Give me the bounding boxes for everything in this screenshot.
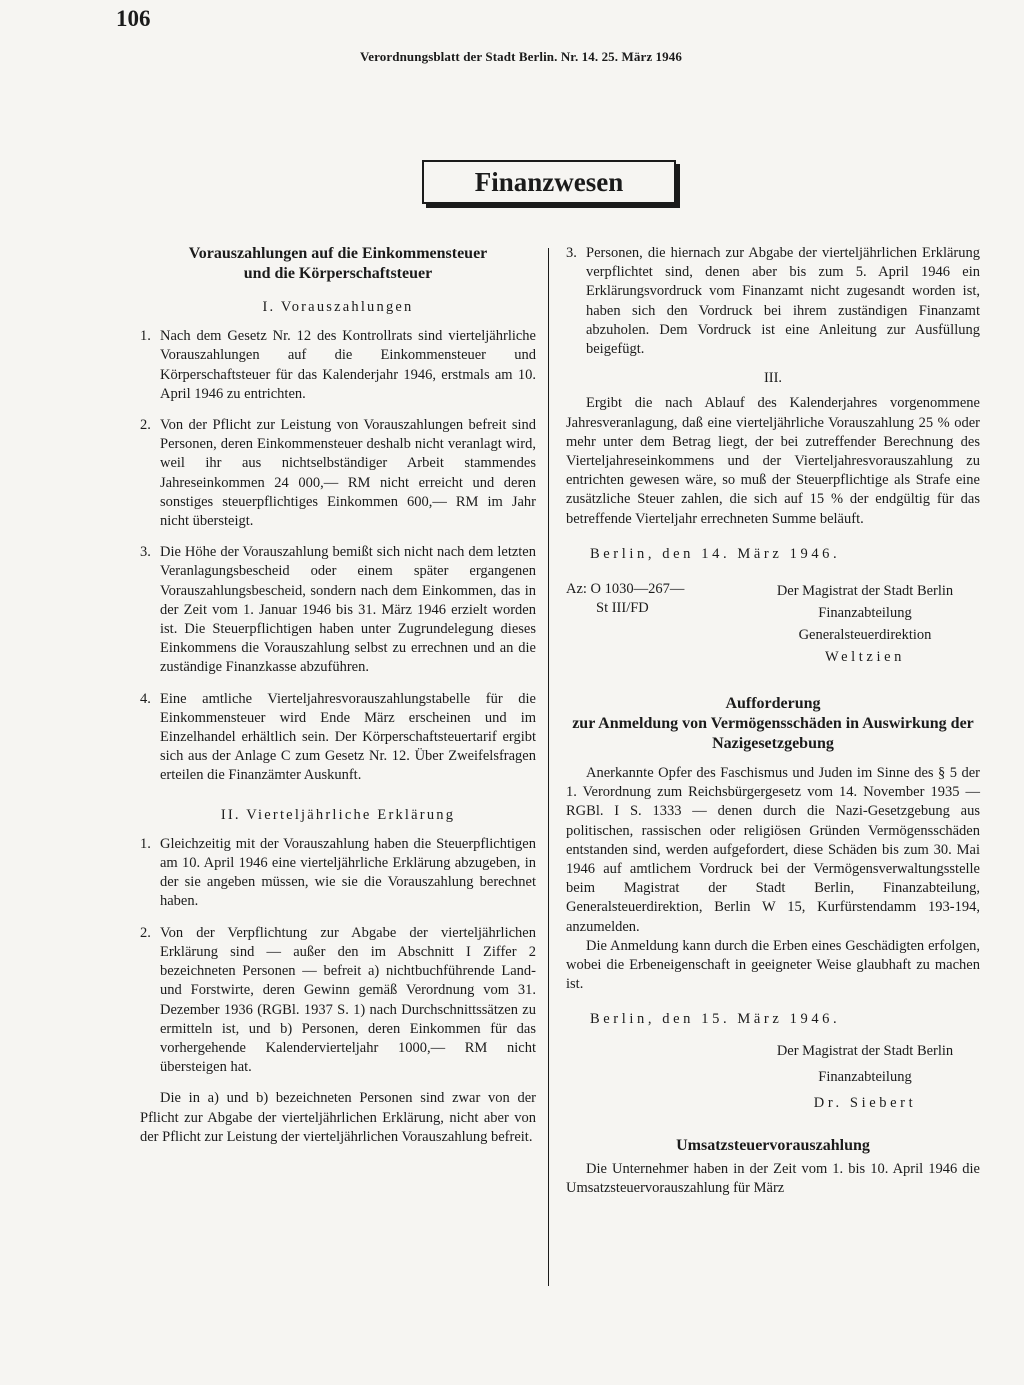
item-text: Nach dem Gesetz Nr. 12 des Kontrollrats sind vierteljährliche Vorauszahlungen auf die Einkommensteuer und Körperschaftsteuer für das Kalenderjahr 1946, erstmals am 10. April 1946 zu entrichten.: [160, 328, 536, 402]
place-date: Berlin, den 14. März 1946.: [590, 545, 841, 562]
part2-heading: II. Vierteljährliche Erklärung: [220, 806, 456, 823]
item-text: Von der Verpflichtung zur Abgabe der vierteljährlichen Erklärung sind — außer den im Abschnitt I Ziffer 2 bezeichneten Personen — befreit a) nichtbuchführende Land- und Forstwirte, deren Gewinn gemäß Verordnung vom 31. Dezember 1936 (RGBl. 1937 S. 1) nach Durchschnittssätzen zu ermitteln ist, und b) Personen, deren Einkommen für das vorhergehende Kalendervierteljahr 1000,— RM nicht übersteigen hat.: [160, 924, 536, 1076]
list-item: [140, 924, 536, 1078]
list-item: [566, 244, 980, 359]
right-column: [566, 244, 980, 1198]
signatory-line1: Der Magistrat der Stadt Berlin: [776, 583, 954, 600]
section-title-box: [422, 160, 676, 204]
article1-title-line2: und die Körperschaftsteuer: [243, 265, 433, 282]
article3-paragraph: Die Unternehmer haben in der Zeit vom 1. bis 10. April 1946 die Umsatzsteuervorauszahlung für März: [566, 1160, 980, 1196]
list-item: [140, 416, 536, 531]
signatory-line2: Finanzabteilung: [818, 605, 912, 622]
page-number: 106: [116, 6, 151, 31]
item-number: 2.: [140, 924, 151, 941]
article3-title: Umsatzsteuervorauszahlung: [676, 1136, 870, 1154]
item-number: 1.: [140, 835, 151, 852]
article2-paragraph2: Die Anmeldung kann durch die Erben eines Geschädigten erfolgen, wobei die Erbeneigenschaft in geeigneter Weise glaubhaft zu machen ist.: [566, 937, 980, 993]
item-number: 4.: [140, 690, 151, 707]
signatory-name: Weltzien: [825, 649, 905, 666]
item-number: 3.: [140, 544, 151, 561]
signatory-line3: Generalsteuerdirektion: [798, 627, 932, 644]
reference-line2: St III/FD: [596, 600, 649, 617]
article2-title-line2: zur Anmeldung von Vermögensschäden in Auswirkung der Nazigesetzgebung: [572, 715, 974, 753]
item-text: Von der Pflicht zur Leistung von Vorauszahlungen befreit sind Personen, deren Einkommensteuer deshalb nicht veranlagt wird, weil ihr aus nichtselbständiger Arbeit stammendes Jahreseinkommen 24 000,— RM nicht erreicht und deren sonstiges steuerpflichtiges Einkommen 600,— RM im Jahr nicht übersteigt.: [160, 417, 536, 530]
reference-line1: Az: O 1030—267—: [566, 581, 685, 598]
item-number: 1.: [140, 328, 151, 345]
item-number: 3.: [566, 245, 577, 261]
left-column: [140, 244, 536, 1147]
part3-paragraph: Ergibt die nach Ablauf des Kalenderjahres vorgenommene Jahresveranlagung, daß eine vierteljährliche Vorauszahlung 25 % oder mehr unter dem Betrag liegt, der bei zutreffender Berechnung des Vierteljahreseinkommens und der Vierteljahresvorauszahlung zu entrichten gewesen wäre, so muß der Steuerpflichtige als Strafe eine zusätzliche Steuer zahlen, die sich auf 15 % der endgültig für das betreffende Vierteljahr errechneten Summe beläuft.: [566, 395, 980, 527]
article2-title-line1: Aufforderung: [725, 695, 821, 713]
signature-block: [750, 1038, 980, 1116]
part3-heading: III.: [763, 370, 783, 387]
running-header: Verordnungsblatt der Stadt Berlin. Nr. 14. 25. März 1946: [360, 49, 682, 64]
item-number: 2.: [140, 417, 151, 434]
part1-heading: I. Vorauszahlungen: [262, 299, 414, 315]
list-item: [140, 543, 536, 677]
item-text: Personen, die hiernach zur Abgabe der vierteljährlichen Erklärung verpflichtet sind, denen aber bis zum 5. April 1946 ein Erklärungsvordruck vom Finanzamt nicht zugesandt worden ist, haben sich den Vordruck bei ihrem zuständigen Finanzamt abzuholen. Dem Vordruck ist eine Anleitung zur Ausfüllung beigefügt.: [586, 245, 980, 358]
signatory-line1: Der Magistrat der Stadt Berlin: [776, 1042, 954, 1059]
signature-block: [566, 580, 980, 668]
section-title: Finanzwesen: [474, 166, 624, 197]
article1-title-line1: Vorauszahlungen auf die Einkommensteuer: [188, 245, 488, 262]
item-text: Gleichzeitig mit der Vorauszahlung haben die Steuerpflichtigen am 10. April 1946 eine vierteljährliche Erklärung abzugeben, in der sie angeben müssen, wie sie die Vorauszahlung berechnet haben.: [160, 835, 536, 910]
column-rule: [548, 248, 549, 1286]
item-text: Die Höhe der Vorauszahlung bemißt sich nicht nach dem letzten Veranlagungsbescheid oder einem später ergangenen Vorauszahlungsbescheid, sondern nach dem Einkommen, das in der Zeit vom 1. Januar 1946 bis 31. März 1946 erzielt worden ist. Die Steuerpflichtigen haben unter Zugrundelegung dieses Einkommens die Vorauszahlung selbst zu errechnen und an die zuständige Finanzkasse abzuführen.: [160, 544, 536, 676]
signatory-name: Dr. Siebert: [813, 1094, 917, 1111]
article2-paragraph1: Anerkannte Opfer des Faschismus und Juden im Sinne des § 5 der 1. Verordnung zum Reichsbürgergesetz vom 14. November 1935 — RGBl. I S. 1333 — denen durch die Nazi-Gesetzgebung aus politischen, rassischen oder religiösen Gründen Vermögensschäden entstanden sind, werden aufgefordert, diese Schäden bis zum 30. Mai 1946 auf amtlichem Vordruck bei der Vermögensverwaltungsstelle beim Magistrat der Stadt Berlin, Finanzabteilung, Generalsteuerdirektion, Berlin W 15, Kurfürstendamm 193-194, anzumelden.: [566, 765, 980, 935]
item-text: Eine amtliche Vierteljahresvorauszahlungstabelle für die Einkommensteuer wird Ende März erscheinen und im Einzelhandel erhältlich sein. Der Körperschaftsteuertarif ergibt sich aus der Anlage C zum Gesetz Nr. 12. Über Zweifelsfragen erteilen die Finanzämter Auskunft.: [160, 690, 536, 784]
closing-paragraph: Die in a) und b) bezeichneten Personen sind zwar von der Pflicht zur Abgabe der vierteljährlichen Erklärung, nicht aber von der Pflicht zur Leistung der vierteljährlichen Vorauszahlung befreit.: [140, 1090, 536, 1145]
list-item: [140, 835, 536, 912]
list-item: [140, 327, 536, 404]
signatory-line2: Finanzabteilung: [818, 1068, 912, 1085]
list-item: [140, 690, 536, 786]
place-date: Berlin, den 15. März 1946.: [590, 1011, 841, 1028]
